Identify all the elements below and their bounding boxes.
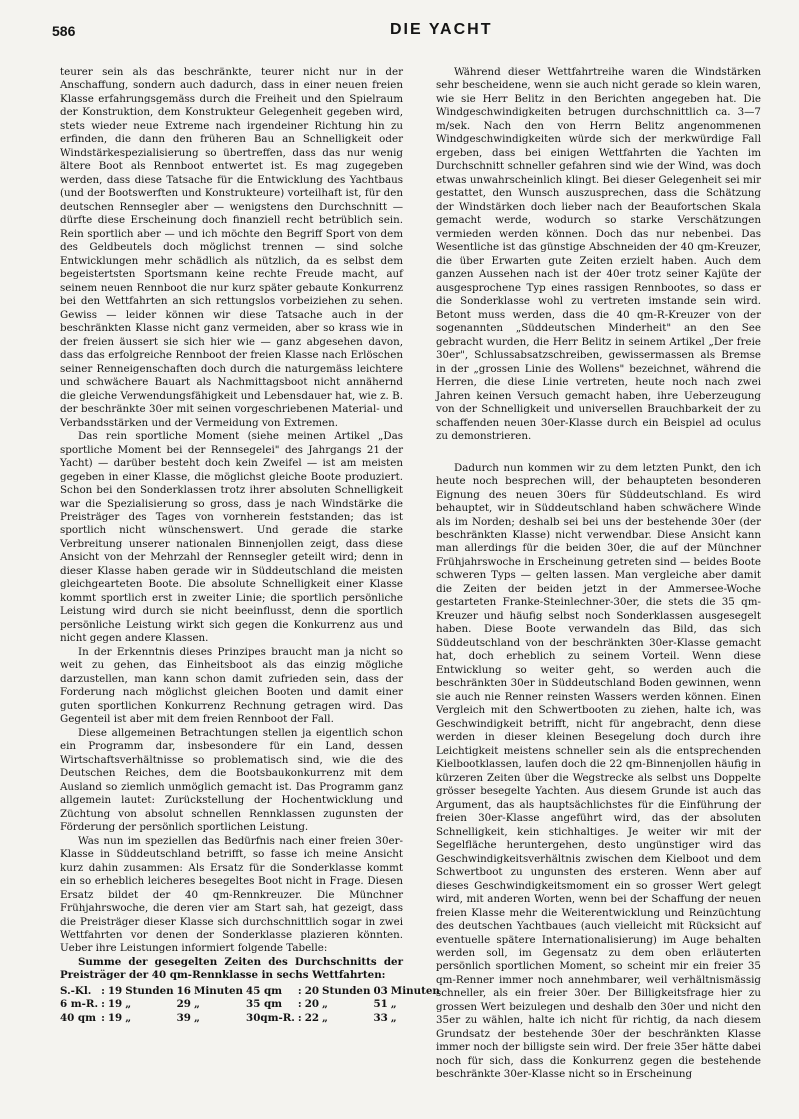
table-cell: 40 qm: [60, 1011, 97, 1024]
table-cell: „: [322, 998, 328, 1011]
table-cell: 39: [176, 1011, 191, 1024]
table-cell: „: [390, 1011, 397, 1024]
table-cell: Minuten: [193, 984, 244, 997]
table-cell: 45 qm: [246, 984, 283, 997]
running-head: DIE YACHT: [390, 21, 493, 38]
table-cell: :: [101, 998, 105, 1011]
table-cell: 19: [107, 984, 123, 997]
table-cell: 35 qm: [246, 998, 283, 1011]
table-row: [60, 1012, 443, 1025]
table-cell: „: [125, 998, 132, 1011]
results-table: [60, 985, 443, 1025]
table-cell: S.-Kl.: [60, 984, 92, 997]
table-cell: „: [193, 1011, 200, 1024]
right-column: [436, 66, 761, 1106]
page-number: 586: [52, 23, 76, 39]
table-cell: Minuten: [390, 984, 440, 997]
table-cell: 20: [304, 984, 320, 997]
table-cell: 20: [304, 998, 320, 1011]
paragraph: Was nun im speziellen das Bedürfnis nach einer freien 30er-Klasse in Süddeutschland betrifft, so fasse ich meine Ansicht kurz dahin zusammen: Als Ersatz für die Sonderklasse kommt ein so erheblich leicheres besegeltes Boot nicht in Frage. Diesen Ersatz bildet der 40 qm-Rennkreuzer. Die Münchner Frühjahrswoche, die deren vier am Start sah, hat gezeigt, dass die Preisträger dieser Klasse sich durchschnittlich sogar in zwei Wettfahrten vor denen der Sonderklasse plazieren könnten. Ueber ihre Leistungen informiert folgende Tabelle:: [60, 834, 403, 955]
paragraph: Diese allgemeinen Betrachtungen stellen ja eigentlich schon ein Programm dar, insbesondere für ein Land, dessen Wirtschaftsverhältnisse so problematisch sind, wie die des Deutschen Reiches, dem die Bootsbaukonkurrenz mit dem Ausland so ziemlich unmöglich gemacht ist. Das Programm ganz allgemein lautet: Zurückstellung der Hochentwicklung und Züchtung von absolut schnellen Rennklassen zugunsten der Förderung der persönlich sportlichen Leistung.: [60, 726, 403, 834]
table-cell: :: [297, 1011, 302, 1024]
table-cell: :: [297, 984, 302, 997]
table-cell: 03: [373, 984, 388, 997]
table-cell: 16: [176, 984, 191, 997]
table-cell: Stunden: [125, 984, 174, 997]
paragraph: Das rein sportliche Moment (siehe meinen Artikel „Das sportliche Moment bei der Rennsegelei" des Jahrgangs 21 der Yacht) — darüber besteht doch kein Zweifel — ist am meisten gegeben in einer Klasse, die möglichst gleiche Boote produziert. Schon bei den Sonderklassen trotz ihrer absoluten Schnelligkeit war die Spezialisierung so gross, dass je nach Windstärke die Preisträger des Tages von vornherein feststanden; das ist sportlich nicht wünschenswert. Und gerade die starke Verbreitung unserer nationalen Binnenjollen zeigt, dass diese Ansicht von der Mehrzahl der Rennsegler geteilt wird; denn in dieser Klasse haben gerade wir in Süddeutschland die meisten gleichgearteten Boote. Die absolute Schnelligkeit einer Klasse kommt sportlich erst in zweiter Linie; die sportlich persönliche Leistung wird durch sie nicht beeinflusst, denn die sportlich persönliche Leistung wirkt sich gegen die Konkurrenz aus und nicht gegen andere Klassen.: [60, 430, 403, 645]
table-cell: 19: [107, 998, 123, 1011]
table-cell: :: [101, 1011, 105, 1024]
table-cell: 19: [107, 1011, 123, 1024]
table-cell: :: [297, 998, 302, 1011]
paragraph: In der Erkenntnis dieses Prinzipes braucht man ja nicht so weit zu gehen, das Einheitsboot als das einzig mögliche darzustellen, man kann schon damit zufrieden sein, dass der Forderung nach möglichst gleichen Booten und damit einer guten sportlichen Konkurrenz Rechnung getragen wird. Das Gegenteil ist aber mit dem freien Rennboot der Fall.: [60, 645, 403, 726]
left-column: [60, 66, 440, 1106]
table-intro: Summe der gesegelten Zeiten des Durchschnitts der Preisträger der 40 qm-Rennklasse in sechs Wettfahrten:: [60, 955, 403, 982]
paragraph: teurer sein als das beschränkte, teurer nicht nur in der Anschaffung, sondern auch dadurch, dass in einer neuen freien Klasse erfahrungsgemäss durch die Freiheit und den Spielraum der Konstruktion, dem Konstrukteur Gelegenheit gegeben wird, stets wieder neue Extreme nach irgendeiner Richtung hin zu erfinden, die dann den früheren Bau an Schnelligkeit oder Windstärkespezialisierung so übertreffen, dass das nur wenig ältere Boot als Rennboot entwertet ist. Es mag zugegeben werden, dass diese Tatsache für die Entwicklung des Yachtbaus (und der Bootswerften und Konstrukteure) vorteilhaft ist, für den deutschen Rennsegler aber — wenigstens den Durchschnitt — dürfte diese Erscheinung doch finanziell recht betrüblich sein. Rein sportlich aber — und ich möchte den Begriff Sport von dem des Geldbeutels doch möglichst trennen — sind solche Entwicklungen mehr schädlich als nützlich, da es selbst dem begeistertsten Sportsmann keine rechte Freude macht, auf seinem neuen Rennboot die nur kurz später gebaute Konkurrenz bei den Wettfahrten an sich rettungslos vorbeiziehen zu sehen. Gewiss — leider können wir diese Tatsache auch in der beschränkten Klasse nicht ganz vermeiden, aber so krass wie in der freien äussert sie sich hier wie — ganz abgesehen davon, dass das erfolgreiche Rennboot der freien Klasse nach Erlöschen seiner Renneigenschaften doch durch die naturgemäss leichtere und schwächere Bauart als Nachmittagsboot nicht annähernd die gleiche Verwendungsfähigkeit und Lebensdauer hat, wie z. B. der beschränkte 30er mit seinen vorgeschriebenen Material- und Verbandsstärken und der Vermeidung von Extremen.: [60, 66, 403, 429]
table-cell: 30qm-R.: [246, 1011, 295, 1024]
table-cell: 6 m-R.: [60, 998, 99, 1011]
table-cell: Stunden: [322, 984, 371, 997]
table-cell: „: [390, 998, 397, 1011]
table-row: [60, 998, 443, 1011]
table-row: [60, 985, 443, 998]
table-cell: „: [322, 1011, 328, 1024]
table-cell: „: [125, 1011, 132, 1024]
table-cell: „: [193, 998, 200, 1011]
paragraph: Dadurch nun kommen wir zu dem letzten Punkt, den ich heute noch besprechen will, der behaupteten besonderen Eignung des neuen 30ers für Süddeutschland. Es wird behauptet, wir in Süddeutschland haben schwächere Winde als im Norden; deshalb sei bei uns der bestehende 30er (der beschränkten Klasse) nicht verwendbar. Diese Ansicht kann man allerdings für die beiden 30er, die auf der Münchner Frühjahrswoche in Erscheinung getreten sind — beides Boote schweren Typs — gelten lassen. Man vergleiche aber damit die Zeiten der beiden jetzt in der Ammersee-Woche gestarteten Franke-Steinlechner-30er, die stets die 35 qm-Kreuzer und häufig selbst noch Sonderklassen ausgesegelt haben. Diese Boote verwandeln das Bild, das sich Süddeutschland von der beschränkten 30er-Klasse gemacht hat, doch erheblich zu seinem Vorteil. Wenn diese Entwicklung so weiter geht, so werden auch die beschränkten 30er in Süddeutschland Boden gewinnen, wenn sie auch nie Renner reinsten Wassers werden können. Einen Vergleich mit den Schwertbooten zu ziehen, halte ich, was Geschwindigkeit betrifft, nicht für angebracht, denn diese werden in dieser kleinen Besegelung doch durch ihre Leichtigkeit meistens schneller sein als die entsprechenden Kielbootklassen, laufen doch die 22 qm-Binnenjollen häufig in kürzeren Zeiten über die Wegstrecke als selbst uns Doppelte grösser besegelte Yachten. Aus diesem Grunde ist auch das Argument, das als hauptsächlichstes für die Einführung der freien 30er-Klasse angeführt wird, das der absoluten Schnelligkeit, kein stichhaltiges. Je weiter wir mit der Segelfläche heruntergehen, desto ungünstiger wird das Geschwindigkeitsverhältnis zwischen dem Kielboot und dem Schwertboot zu ungunsten des ersteren. Wenn aber auf dieses Geschwindigkeitsmoment ein so grosser Wert gelegt wird, mit anderen Worten, wenn bei der Schaffung der neuen freien Klasse mehr die Weiterentwicklung und Reinzüchtung des deutschen Yachtbaues (auch vielleicht mit Rücksicht auf eventuelle spätere Internationalisierung) im Auge behalten werden soll, im Gegensatz zu dem oben erläuterten persönlich sportlichen Moment, so scheint mir ein freier 35 qm-Renner immer noch annehmbarer, weil verhältnismässig schneller, als ein freier 30er. Der Billigkeitsfrage hier zu grossen Wert beizulegen und deshalb den 30er und nicht den 35er zu wählen, halte ich nicht für richtig, da nach diesem Grundsatz der bestehende 30er der beschränkten Klasse immer noch der billigste sein wird. Der freie 35er hätte dabei noch für sich, dass die Konkurrenz gegen die bestehende beschränkte 30er-Klasse nicht so in Erscheinung: [436, 461, 761, 1081]
table-cell: 29: [176, 998, 191, 1011]
table-cell: 33: [373, 1011, 388, 1024]
table-cell: 22: [304, 1011, 320, 1024]
section-gap: [436, 444, 761, 462]
table-cell: :: [101, 984, 105, 997]
table-cell: 51: [373, 998, 388, 1011]
paragraph: Während dieser Wettfahrtreihe waren die Windstärken sehr bescheidene, wenn sie auch nicht gerade so klein waren, wie sie Herr Belitz in den Berichten angegeben hat. Die Windgeschwindigkeiten betrugen durchschnittlich ca. 3—7 m/sek. Nach den von Herrn Belitz angenommenen Windgeschwindigkeiten würde sich der merkwürdige Fall ergeben, dass bei einigen Wettfahrten die Yachten im Durchschnitt schneller gefahren sind wie der Wind, was doch etwas unwahrscheinlich klingt. Bei dieser Gelegenheit sei mir gestattet, den Wunsch auszusprechen, dass die Schätzung der Windstärken doch lieber nach der Beaufortschen Skala gemacht werde, wodurch so starke Verschätzungen vermieden werden können. Doch das nur nebenbei. Das Wesentliche ist das günstige Abschneiden der 40 qm-Kreuzer, die über Erwarten gute Zeiten erzielt haben. Auch dem ganzen Aussehen nach ist der 40er trotz seiner Kajüte der ausgesprochene Typ eines rassigen Rennbootes, so dass er die Sonderklasse wohl zu vertreten imstande sein wird. Betont muss werden, dass die 40 qm-R-Kreuzer von der sogenannten „Süddeutschen Minderheit" an den See gebracht wurden, die Herr Belitz in seinem Artikel „Der freie 30er", Schlussabsatzschreiben, gewissermassen als Bremse in der „grossen Linie des Wollens" bezeichnet, während die Herren, die diese Linie vertreten, heute noch nach zwei Jahren keinen Versuch gemacht haben, ihre Ueberzeugung von der Schnelligkeit und universellen Brauchbarkeit der zu schaffenden neuen 30er-Klasse durch ein Beispiel ad oculus zu demonstrieren.: [436, 66, 761, 443]
